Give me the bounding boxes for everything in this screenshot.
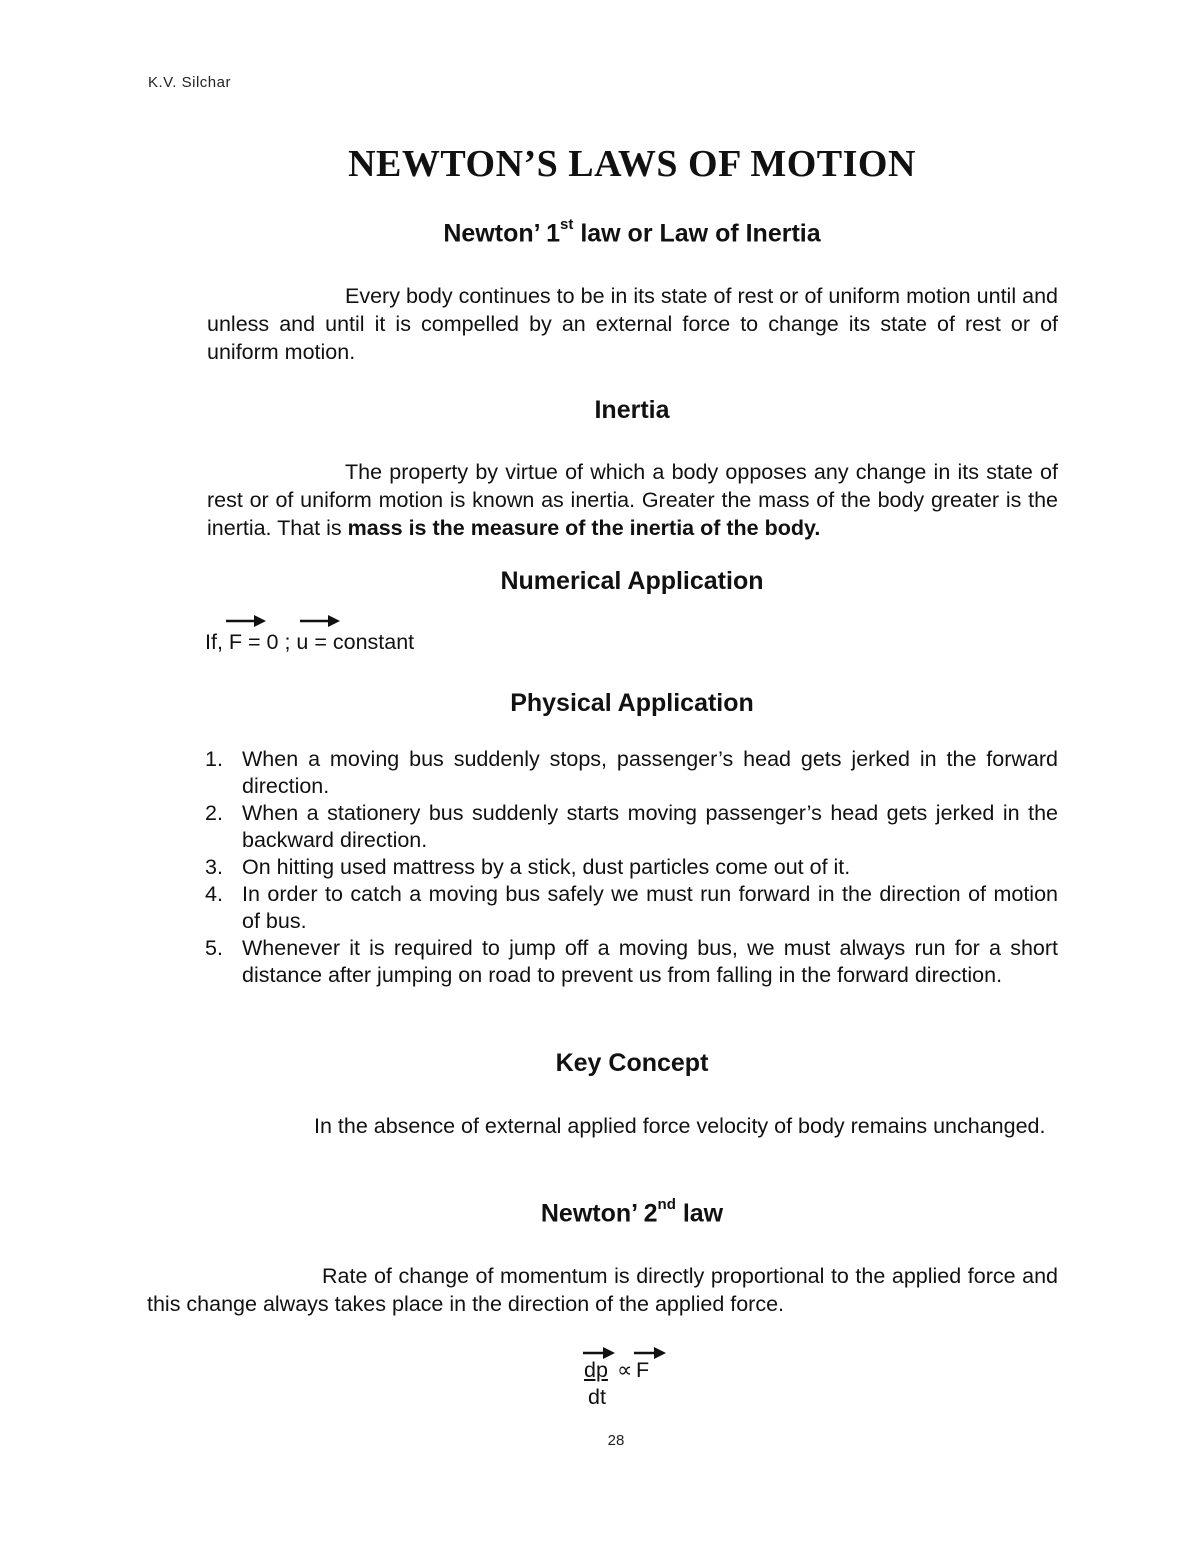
list-item-text: Whenever it is required to jump off a moving bus, we must always run for a short distance after jumping on road to prevent us from falling in the forward direction. <box>242 936 1058 987</box>
second-law-heading-post: law <box>675 1199 724 1228</box>
list-item <box>205 800 1058 854</box>
first-law-heading <box>0 216 1200 248</box>
list-item-text: When a stationery bus suddenly starts moving passenger’s head gets jerked in the backward direction. <box>242 801 1058 852</box>
list-item <box>205 935 1058 989</box>
key-concept-text-body: In the absence of external applied force velocity of body remains unchanged. <box>314 1114 1046 1138</box>
list-item-number: 1. <box>205 747 223 771</box>
vector-arrow-u-icon <box>300 614 340 628</box>
list-item <box>205 881 1058 935</box>
key-concept-text <box>176 1112 1058 1140</box>
first-law-text <box>207 282 1058 366</box>
first-law-heading-post: law or Law of Inertia <box>573 219 821 248</box>
list-item-number: 2. <box>205 801 223 825</box>
formula-denominator: dt <box>588 1385 606 1409</box>
physical-heading: Physical Application <box>510 689 754 717</box>
inertia-text-bold: mass is the measure of the inertia of the body <box>347 516 815 540</box>
formula-proportional: ∝ <box>617 1358 633 1382</box>
first-law-heading-sup: st <box>560 216 574 233</box>
formula-force: F <box>636 1358 650 1382</box>
physical-list <box>205 746 1058 989</box>
first-law-heading-pre: Newton’ 1 <box>443 219 561 248</box>
list-item-text: In order to catch a moving bus safely we must run forward in the direction of motion of bus. <box>242 882 1058 933</box>
list-item <box>205 746 1058 800</box>
list-item-number: 5. <box>205 936 223 960</box>
inertia-text-body: The property by virtue of which a body opposes any change in its state of rest or of uniform motion is known as inertia. Greater the mass of the body greater is the inertia. That is <box>207 460 1058 540</box>
list-item-number: 4. <box>205 882 223 906</box>
second-law-heading-sup: nd <box>657 1196 676 1213</box>
page-number: 28 <box>607 1432 625 1449</box>
list-item-number: 3. <box>205 855 223 879</box>
inertia-text <box>207 458 1058 542</box>
second-law-text <box>147 1262 1058 1318</box>
second-law-heading-pre: Newton’ 2 <box>540 1199 658 1228</box>
list-item <box>205 854 1058 881</box>
key-concept-heading: Key Concept <box>555 1049 709 1077</box>
first-law-text-body: Every body continues to be in its state of rest or of uniform motion until and unless and until it is compelled by an external force to change its state of rest or of uniform motion. <box>207 284 1058 364</box>
formula-numerator: dp <box>584 1358 608 1382</box>
numerical-heading: Numerical Application <box>500 567 764 595</box>
list-item-text: When a moving bus suddenly stops, passenger’s head gets jerked in the forward direction. <box>242 747 1058 798</box>
vector-arrow-f-icon <box>226 614 266 628</box>
inertia-text-end: . <box>814 516 821 540</box>
second-law-text-body: Rate of change of momentum is directly proportional to the applied force and this change always takes place in the direction of the applied force. <box>147 1264 1058 1316</box>
page-title: NEWTON’S LAWS OF MOTION <box>348 143 916 185</box>
inertia-heading: Inertia <box>594 396 670 424</box>
list-item-text: On hitting used mattress by a stick, dust particles come out of it. <box>242 855 851 879</box>
numerical-equation: If, F = 0 ; u = constant <box>205 630 415 654</box>
second-law-heading <box>0 1196 1200 1228</box>
header-org: K.V. Silchar <box>148 74 231 91</box>
